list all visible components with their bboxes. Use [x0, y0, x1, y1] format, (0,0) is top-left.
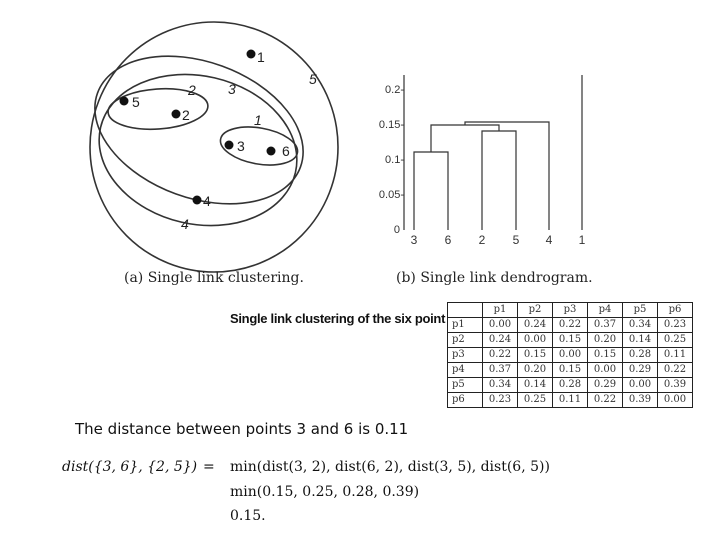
table-cell: 0.00: [518, 333, 553, 348]
calc-equals: =: [203, 459, 215, 475]
table-cell: 0.22: [553, 318, 588, 333]
dendrogram-leaf-3: 3: [410, 233, 418, 247]
point-label-5: 5: [132, 94, 140, 110]
distance-matrix-table: [447, 302, 693, 408]
table-cell: 0.11: [553, 393, 588, 408]
dendrogram-y-tick-015: 0.15-: [378, 119, 404, 131]
table-cell: 0.00: [623, 378, 658, 393]
table-cell: 0.34: [623, 318, 658, 333]
dendrogram-merge-36-25: [431, 125, 499, 152]
table-cell: 0.29: [623, 363, 658, 378]
table-row: [448, 393, 693, 408]
table-row: [448, 318, 693, 333]
calc-line-3: 0.15.: [230, 508, 266, 524]
point-label-4: 4: [203, 193, 211, 209]
table-header-cell: p6: [658, 303, 693, 318]
point-label-3: 3: [237, 138, 245, 154]
dendrogram-merge-2-5: [482, 131, 516, 230]
calc-lhs: [62, 459, 197, 475]
clustering-caption: (a) Single link clustering.: [124, 270, 304, 286]
slide-title: Single link clustering of the six point: [230, 311, 446, 326]
table-row-header: p5: [448, 378, 483, 393]
table-header-cell: p4: [588, 303, 623, 318]
dendrogram-leaf-1: 1: [578, 233, 586, 247]
table-cell: 0.00: [553, 348, 588, 363]
dendrogram-leaf-2: 2: [478, 233, 486, 247]
table-cell: 0.11: [658, 348, 693, 363]
table-cell: 0.24: [483, 333, 518, 348]
calc-line-2: min(0.15, 0.25, 0.28, 0.39): [230, 484, 420, 500]
table-cell: 0.23: [658, 318, 693, 333]
table-cell: 0.20: [518, 363, 553, 378]
table-header-cell: p5: [623, 303, 658, 318]
table-cell: 0.14: [518, 378, 553, 393]
calc-lhs-text: dist({3, 6}, {2, 5}): [62, 459, 198, 475]
table-cell: 0.24: [518, 318, 553, 333]
dendrogram-y-tick-02: 0.2-: [385, 84, 404, 96]
table-cell: 0.37: [483, 363, 518, 378]
dendrogram-y-tick-0: 0: [393, 224, 400, 236]
dendrogram-merge-4: [465, 122, 549, 230]
point-label-2: 2: [182, 107, 190, 123]
calc-line-1: min(dist(3, 2), dist(6, 2), dist(3, 5), dist(6, 5)): [230, 459, 550, 475]
table-cell: 0.22: [588, 393, 623, 408]
dendrogram-caption: (b) Single link dendrogram.: [396, 270, 593, 286]
table-row: [448, 333, 693, 348]
cluster-label-5: 5: [309, 71, 317, 87]
table-cell: 0.25: [658, 333, 693, 348]
table-cell: 0.00: [483, 318, 518, 333]
table-cell: 0.20: [588, 333, 623, 348]
point-label-1: 1: [257, 49, 265, 65]
table-row-header: p6: [448, 393, 483, 408]
table-row: [448, 378, 693, 393]
table-cell: 0.14: [623, 333, 658, 348]
table-cell: 0.00: [588, 363, 623, 378]
distance-statement: The distance between points 3 and 6 is 0.11: [75, 420, 409, 438]
dendrogram-merge-3-6: [414, 152, 448, 230]
table-header-cell: p3: [553, 303, 588, 318]
table-header-cell: [448, 303, 483, 318]
dendrogram-y-tick-01: 0.1-: [385, 154, 404, 166]
point-label-6: 6: [282, 143, 290, 159]
table-row-header: p4: [448, 363, 483, 378]
table-header-cell: p1: [483, 303, 518, 318]
cluster-label-2: 2: [188, 82, 196, 98]
cluster-label-4: 4: [181, 216, 189, 232]
table-cell: 0.15: [553, 333, 588, 348]
table-row-header: p3: [448, 348, 483, 363]
dendrogram-leaf-5: 5: [512, 233, 520, 247]
table-header-row: [448, 303, 693, 318]
table-header-cell: p2: [518, 303, 553, 318]
cluster-label-1: 1: [254, 112, 262, 128]
table-cell: 0.29: [588, 378, 623, 393]
table-cell: 0.34: [483, 378, 518, 393]
table-row-header: p2: [448, 333, 483, 348]
table-cell: 0.00: [658, 393, 693, 408]
table-cell: 0.22: [483, 348, 518, 363]
cluster-label-3: 3: [228, 81, 236, 97]
table-cell: 0.22: [658, 363, 693, 378]
dendrogram-leaf-6: 6: [444, 233, 452, 247]
table-cell: 0.23: [483, 393, 518, 408]
table-cell: 0.25: [518, 393, 553, 408]
table-cell: 0.39: [623, 393, 658, 408]
table-row-header: p1: [448, 318, 483, 333]
table-cell: 0.37: [588, 318, 623, 333]
table-cell: 0.39: [658, 378, 693, 393]
table-cell: 0.15: [588, 348, 623, 363]
dendrogram-leaf-4: 4: [545, 233, 553, 247]
table-cell: 0.15: [553, 363, 588, 378]
table-cell: 0.28: [623, 348, 658, 363]
table-row: [448, 348, 693, 363]
table-row: [448, 363, 693, 378]
table-cell: 0.28: [553, 378, 588, 393]
table-cell: 0.15: [518, 348, 553, 363]
dendrogram-y-tick-005: 0.05-: [378, 189, 404, 201]
